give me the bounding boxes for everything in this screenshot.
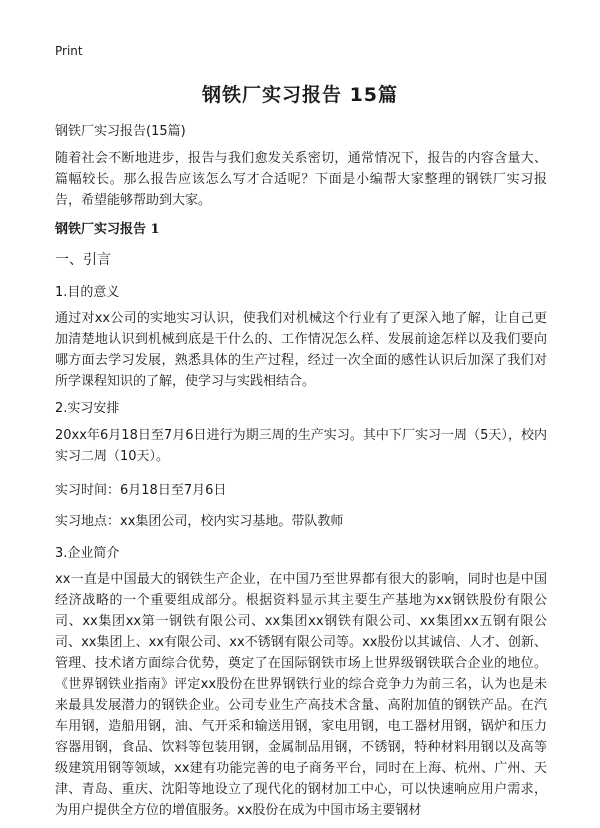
time-line: 实习时间：6月18日至7月6日 bbox=[55, 483, 227, 498]
company-paragraph: xx一直是中国最大的钢铁生产企业，在中国乃至世界都有很大的影响，同时也是中国经济战略的一个重要组成部分。根据资料显示其主要生产基地为xx钢铁股份有限公司、xx集团xx第一钢铁有限公司、xx集团xx钢铁有限公司、xx集团xx五钢有限公司、xx集团上、xx有限公司、xx不锈钢有限公司等。xx股份以其诚信、人才、创新、管理、技术诸方面综合优势，奠定了在国际钢铁市场上世界级钢铁联合企业的地位。《世界钢铁业指南》评定xx股份在世界钢铁行业的综合竞争力为前三名，认为也是未来最具发展潜力的钢铁企业。公司专业生产高技术含量、高附加值的钢铁产品。在汽车用钢，造船用钢，油、气开采和输送用钢，家电用钢，电工器材用钢，锅炉和压力容器用钢，食品、饮料等包装用钢，金属制品用钢，不锈钢，特种材料用钢以及高等级建筑用钢等领域，xx建有功能完善的电子商务平台，同时在上海、杭州、广州、天津、青岛、重庆、沈阳等地设立了现代化的钢材加工中心，可以快速响应用户需求，为用户提供全方位的增值服务。xx股份在成为中国市场主要钢材 bbox=[55, 572, 547, 818]
heading-intro: 一、引言 bbox=[55, 252, 111, 268]
purpose-paragraph: 通过对xx公司的实地实习认识，使我们对机械这个行业有了更深入地了解，让自己更加清楚地认识到机械到底是干什么的、工作情况怎么样、发展前途怎样以及我们要向哪方面去学习发展，熟悉具体的生产过程，经过一次全面的感性认识后加深了我们对所学课程知识的了解，使学习与实践相结合。 bbox=[55, 311, 547, 389]
section-title: 钢铁厂实习报告 1 bbox=[55, 222, 160, 237]
document-subtitle: 钢铁厂实习报告(15篇) bbox=[55, 124, 186, 139]
location-line: 实习地点：xx集团公司，校内实习基地。带队教师 bbox=[55, 514, 344, 529]
print-label: Print bbox=[55, 44, 83, 58]
heading-purpose: 1.目的意义 bbox=[55, 285, 120, 300]
intro-paragraph: 随着社会不断地进步，报告与我们愈发关系密切，通常情况下，报告的内容含量大、篇幅较长。那么报告应该怎么写才合适呢？下面是小编帮大家整理的钢铁厂实习报告，希望能够帮助到大家。 bbox=[55, 151, 547, 208]
page-title: 钢铁厂实习报告 15篇 bbox=[201, 84, 399, 106]
heading-schedule: 2.实习安排 bbox=[55, 401, 120, 416]
schedule-paragraph: 20xx年6月18日至7月6日进行为期三周的生产实习。其中下厂实习一周（5天），校内实习二周（10天）。 bbox=[55, 428, 547, 464]
heading-company: 3.企业简介 bbox=[55, 546, 120, 561]
